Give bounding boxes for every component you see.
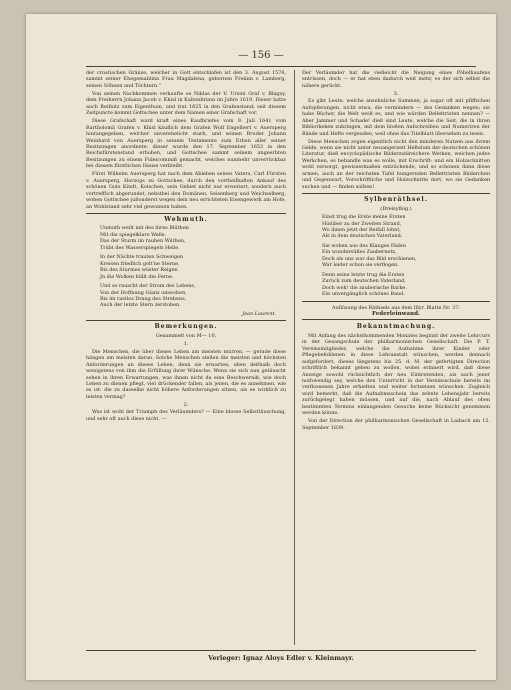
article-paragraph: Der Verläumder hat die vielleicht die Neigung eines Pöbelhaufens entrissen, doch — er hat eben dadurch weit mehr, es der sich selbst die nähere gerückt. <box>302 70 490 89</box>
note-number: 1. <box>183 341 189 348</box>
note-text: Was ist wohl der Triumph des Verläumders? — Eine blosse Selbsttäuschung, und sehr oft auch diese nicht. — <box>86 409 286 422</box>
newspaper-page <box>26 14 496 680</box>
poem-line: Und so rauscht der Strom des Lebens, <box>100 283 196 290</box>
riddle-subtitle: (Dreisylbig.) <box>380 205 412 212</box>
riddle-poem <box>322 214 490 297</box>
notice-signature: Von der Direction der philharmonischen Gesellschaft in Laibach am 12. September 1839. <box>302 418 490 431</box>
section-divider <box>302 319 490 320</box>
right-column <box>302 70 490 645</box>
poem-line: Das der Sturm im rauhen Wüthen, <box>100 238 186 245</box>
poem-line: Einst trug die Erste meine Ersten <box>322 214 406 221</box>
section-divider <box>302 301 490 302</box>
poem-line: Mit die spiegelklare Welle, <box>100 231 167 238</box>
poem <box>100 225 286 308</box>
riddle-solution <box>302 305 490 318</box>
notes-subtitle: Gesammelt von M— 10, <box>155 332 217 339</box>
page-number: — 156 — <box>238 50 284 61</box>
section-divider <box>86 320 286 321</box>
poem-line: Kreisen friedlich golt'ne Sterne, <box>100 260 180 267</box>
poem-author: Jean Laurent. <box>242 310 276 317</box>
article-paragraph: Von seinen Nachkommen verkaufte es Niklas der V. Ursini Graf v. Blagay, dem Freiherrn Johann Jacob v. Khisl in Kaltenbrunn im Jahre 1619. Dieser hatte auch Reifnitz zum Eigenthum, und trat 1625 in den Grafenstand; seit diesem Zeitpuncte kommt Gottschee unter dem Namen einer Grafschaft vor. <box>86 90 286 117</box>
poem-line: In der Nächte trauten Schweigen <box>100 254 184 261</box>
poem-line: Doch als uns war das Bild erschienen, <box>322 255 417 262</box>
note-text: Die Menschen, die über dieses Leben am meisten murren, — gerade diese hängen am meisten daran. Solche Menschen stellen die meisten und höchsten Anforderungen an dieses Leben, denn sie erwarten, eben deßhalb doch wenigstens von ihm die Erfüllung ihrer Wünsche. Wenn sie sich nun getäuscht sehen in ihren Erwartungen, was ihnen nicht da eine Beschwerniß, wie doch Leben zu dienen pflegt, viel drückender fallen, als jenen, die es annehmen, wie es ist: die zu dasselbe nicht höhere Anforderungen sitzen, als es wirklich zu leisten vermag? <box>86 348 286 400</box>
poem-line: Ein unvergänglich schönes Band. <box>322 291 405 298</box>
poem-line: Unmuth weilt mit des ihres Blüthen <box>100 225 189 232</box>
poem-line: Von der Hoffnung Glanz umwoben, <box>100 289 187 296</box>
notice-text: Mit Anfang des nächstkommenden Monates beginnt der zweite Lehrcurs in der Gesangschule der philharmonischen Gesellschaft. Die P. T. Vereinsmitglieder, welche die Aufnahme ihrer Kinder oder Pflegebefohlenen in diese Lehranstalt wünschen, werden dennach aufgefordert, dieses längstens bis 25. d. M. der gefertigten Direction schriftlich bekannt geben zu wollen, wobei erinnert wird, daß diese Anzeige sowohl rücksichtlich der neu Eintretenden, als auch jener nothwendig sey, welche den Unterricht in der Vereinsschule bereits im verflossenen Jahre erhielten und weiter fortsetzen wünschen. Zugleich wird bemerkt, daß die Aufnahmsschein das zehnte Lebensjahr bereits zurückgelegt haben müssen, und auf die, nach Ablauf des oben bestimmten Termins einlangenden Gesuche keine Rücksicht genommen werden könne. <box>302 332 490 417</box>
article-paragraph: der croatischen Gränze, welcher in Gott entschlafen ist den 3. August 1576, sammt seiner Ehegemahlinn Frau Magdalena, gebornen Freiinn v. Lamberg, seinen Söhnen und Töchtern." <box>86 70 286 89</box>
poem-line: Hinüber zu der Zweiten Strand, <box>322 220 402 227</box>
poem-line: Sie woben aus des Klanges Fäden <box>322 242 406 249</box>
poem-line: Bis im rastlos Drang des Strebens, <box>100 296 187 302</box>
poem-line: War leider schon sie verflogen. <box>322 262 399 269</box>
poem-line: Doch weh! die zauberische Barke, <box>322 284 407 291</box>
poem-line: Als in dem deutschen Vaterland. <box>322 233 403 240</box>
publisher-footer: Verleger: Ignaz Aloys Edler v. Kleinmayr. <box>86 650 476 662</box>
note-number: 2. <box>183 401 189 408</box>
solution-line: Auflösung des Räthsels aus dem Illyr. Blatte Nr. 37: <box>332 304 460 311</box>
section-divider <box>302 193 490 194</box>
left-column <box>86 70 286 645</box>
poem-line: Denn seine letzte trug die Ersten <box>322 271 405 278</box>
notes-title: Bemerkungen. <box>154 323 218 331</box>
poem-line: Trübt des Wasserspiegels Helle. <box>100 244 180 251</box>
riddle-title: Sylbenräthsel. <box>364 196 428 204</box>
article-paragraph: Fürst Wilhelm Auersperg hat nach dem Ableben seines Vaters, Carl Fürsten v. Auersperg, Herzogs zu Gottschee, durch den vortheilhaften Ankauf des schönen Guts Kindt, Kotschen, sein Gebiet nicht nur erweitert, sondern auch vortrefflich abgerundet, nebstbei den Domänen, Seisenberg und Weichselberg, woben Gottschee jußonderst wegen dem neu errichteten Eisengewerk am Hofe, an Wohlstand sehr viel gewonnen haben. <box>86 171 286 210</box>
poem-line: Jn die Wolken hüllt die Ferne. <box>100 273 174 280</box>
top-rule <box>86 66 476 67</box>
solution-word: Federleinwand. <box>372 310 420 317</box>
note-text: Diese Menschen zogen eigentlich nicht den minderen Nutzen aus ihrem Gelde, wenn sie nicht unter neuangerzeit Heftelum der deutschen schönen Literatur, dieß encyclopädische Bilderzahlreichere Werken, welchen jedes Werkchen, es behandle was es wolle, mit Erschrift- und ein Holzschnitten wohl versorgt, gewissermaßen entzückende, und so schonen dann diese armen, auch an der reichsten Tafel hungernden Bellettristen Bilderchen und Gegenwart, Vorschriftliche und Holzschnitte dort, wo sie Gedanken suchen und — finden sollten! <box>302 138 490 190</box>
notice-title: Bekanntmachung. <box>356 323 436 331</box>
poem-line: Zurück zum deutschen Vaterland, <box>322 278 406 285</box>
article-paragraph: Diese Grafschaft ward kraft eines Kaufbriefes vom 9. Juli 1641 vom Bartholomä Grafen v. Khisl käuflich dem Grafen Wolf Engelbert v. Auersperg hintangegeben, welcher unverehelicht starb, und seinen Bruder Johann Weinhard von Auersperg in seinem Testamente zum Erben aller seiner Besitzungen anordnete; dieser wurde den 17. September 1653 in den Reichsfürstenstand erhoben, und Gottschee sammt seinem angeerbten Besitzungen zu einem Fideicommiß gemacht, welches nunmehr unverrückbar bei diesem fürstlichen Hause verbleibt. <box>86 118 286 170</box>
poem-line: Wo ihnen jetzt der Beifall lohnt, <box>322 226 401 233</box>
poem-line: Ein wundersüßes Zaubernetz, <box>322 249 397 256</box>
poem-line: Bis des Sturmes wüster Reigen <box>100 267 178 274</box>
poem-title: Wehmuth. <box>164 216 208 224</box>
column-separator <box>294 70 295 645</box>
section-divider <box>86 213 286 214</box>
poem-line: Auch der letzte Stern zerstoben. <box>100 302 181 309</box>
note-text: Es gibt Leute, welche ansehnliche Summen, ja sogar oft mit pfiffschen Aufopferungen, nicht etwa, die vermindern — des Gedanken wegen; sie habe Bücher, die Welt weiß es, und wie würden Bellettristen nennen? — Aber Jammer und Schade! dieß sind Leute, welche die Seit, die in ihren Bibliotheken zubringen, mit dem bloßen Aufschreiben und Numeriren der Bände und Hefte vergeuden, weil ohne das Titelblatt übersehen zu lesen. <box>302 98 490 137</box>
note-number: 3. <box>393 90 399 97</box>
